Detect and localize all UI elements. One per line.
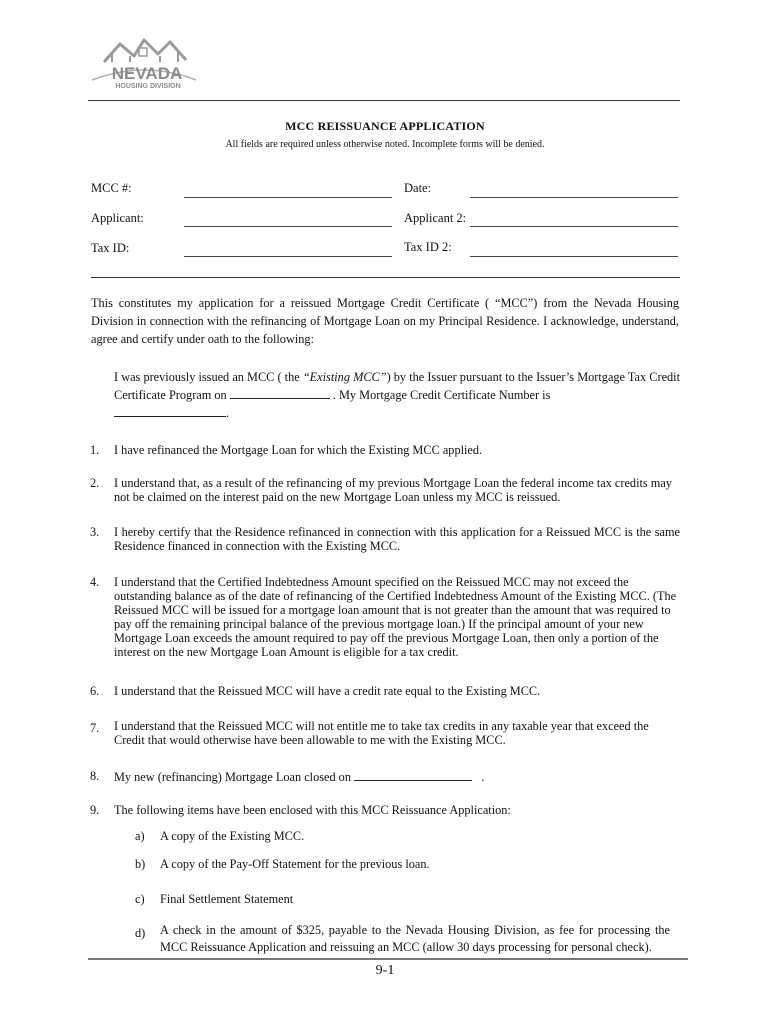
tax-id-field[interactable] [184, 256, 392, 257]
item8-text: My new (refinancing) Mortgage Loan closed on [114, 770, 351, 784]
item-number: 4. [90, 575, 100, 589]
applicant-label: Applicant: [91, 211, 144, 225]
item-number: 8. [90, 769, 100, 783]
item8-end: . [481, 770, 485, 784]
subitem-text: A copy of the Existing MCC. [160, 829, 305, 843]
mcc-number-field[interactable] [184, 197, 392, 198]
subitem-text: A check in the amount of $325, payable to the Nevada Housing Division, as fee for processing the MCC Reissuance Application and reissuing an MCC (allow 30 days processing for personal check). [160, 923, 670, 954]
item-number: 9. [90, 803, 100, 817]
date-label: Date: [404, 181, 432, 195]
mcc-number-label: MCC #: [91, 181, 132, 195]
subitem-text: A copy of the Pay-Off Statement for the previous loan. [160, 857, 430, 871]
subitem-letter: b) [135, 857, 146, 871]
item-text: I understand that the Certified Indebtedness Amount specified on the Reissued MCC may not exceed the outstanding balance as of the date of refinancing of the Certified Indebtedness Amount of the Existing MCC. (The Reissued MCC will be issued for a mortgage loan amount that is not greater than the amount that was required to pay off the remaining principal balance of the previous mortgage loan.) If the principal amount of your new Mortgage Loan exceeds the amount required to pay off the previous Mortgage Loan, then only a portion of the interest on the new Mortgage Loan Amount is eligible for a tax credit. [114, 575, 677, 659]
footer-divider [88, 958, 688, 960]
item-text: I have refinanced the Mortgage Loan for which the Existing MCC applied. [114, 443, 483, 457]
subitem-letter: c) [135, 892, 145, 906]
logo-subtitle: HOUSING DIVISION [115, 83, 181, 90]
item-text: I understand that the Reissued MCC will not entitle me to take tax credits in any taxable year that exceed the Credit that would otherwise have been allowable to me with the Existing MCC. [114, 719, 649, 747]
existing-mcc-term: “Existing MCC” [302, 370, 387, 384]
existing-mcc-statement [114, 368, 680, 422]
header-divider [88, 100, 680, 101]
statement-part1: I was previously issued an MCC ( the [114, 370, 303, 384]
item-text: I hereby certify that the Residence refinanced in connection with this application for a Reissued MCC is the same Residence financed in connection with the Existing MCC. [114, 525, 680, 553]
subitem-text: Final Settlement Statement [160, 892, 294, 906]
statement-part3: . My Mortgage Credit Certificate Number is [332, 388, 551, 402]
issue-date-blank[interactable] [230, 387, 330, 399]
logo-wordmark: NEVADA [111, 64, 183, 83]
loan-close-date-blank[interactable] [354, 769, 472, 781]
intro-paragraph: This constitutes my application for a reissued Mortgage Credit Certificate ( “MCC”) from the Nevada Housing Division in connection with the refinancing of Mortgage Loan on my Principal Residence. I acknowledge, understand, agree and certify under oath to the following: [91, 296, 679, 346]
form-title: MCC REISSUANCE APPLICATION [285, 119, 485, 133]
form-instructions: All fields are required unless otherwise noted. Incomplete forms will be denied. [225, 139, 545, 150]
item-text: The following items have been enclosed with this MCC Reissuance Application: [114, 803, 511, 817]
item-text: I understand that the Reissued MCC will have a credit rate equal to the Existing MCC. [114, 684, 541, 698]
tax-id-label: Tax ID: [91, 241, 130, 255]
item-number: 2. [90, 476, 100, 490]
nevada-housing-logo [88, 34, 200, 96]
applicant2-label: Applicant 2: [404, 211, 467, 225]
page-number: 9-1 [375, 963, 395, 978]
certificate-number-blank[interactable] [114, 405, 226, 417]
applicant-field[interactable] [184, 226, 392, 227]
item-number: 6. [90, 684, 100, 698]
tax-id2-label: Tax ID 2: [404, 240, 452, 254]
statement-part2: ) by the Issuer pursuant to the Issuer’s Mortgage Tax Credit Certificate Program on [114, 370, 681, 402]
subitem-letter: a) [135, 829, 145, 843]
applicant2-field[interactable] [470, 226, 678, 227]
item-text [114, 769, 676, 784]
date-field[interactable] [470, 197, 678, 198]
item-number: 3. [90, 525, 100, 539]
tax-id2-field[interactable] [470, 256, 678, 257]
fields-divider [91, 277, 680, 278]
item-text: I understand that, as a result of the refinancing of my previous Mortgage Loan the federal income tax credits may not be claimed on the interest paid on the new Mortgage Loan unless my MCC is reissued. [114, 476, 672, 504]
item-number: 7. [90, 721, 100, 735]
subitem-letter: d) [135, 926, 146, 940]
item-number: 1. [90, 443, 100, 457]
statement-end: . [226, 406, 230, 420]
